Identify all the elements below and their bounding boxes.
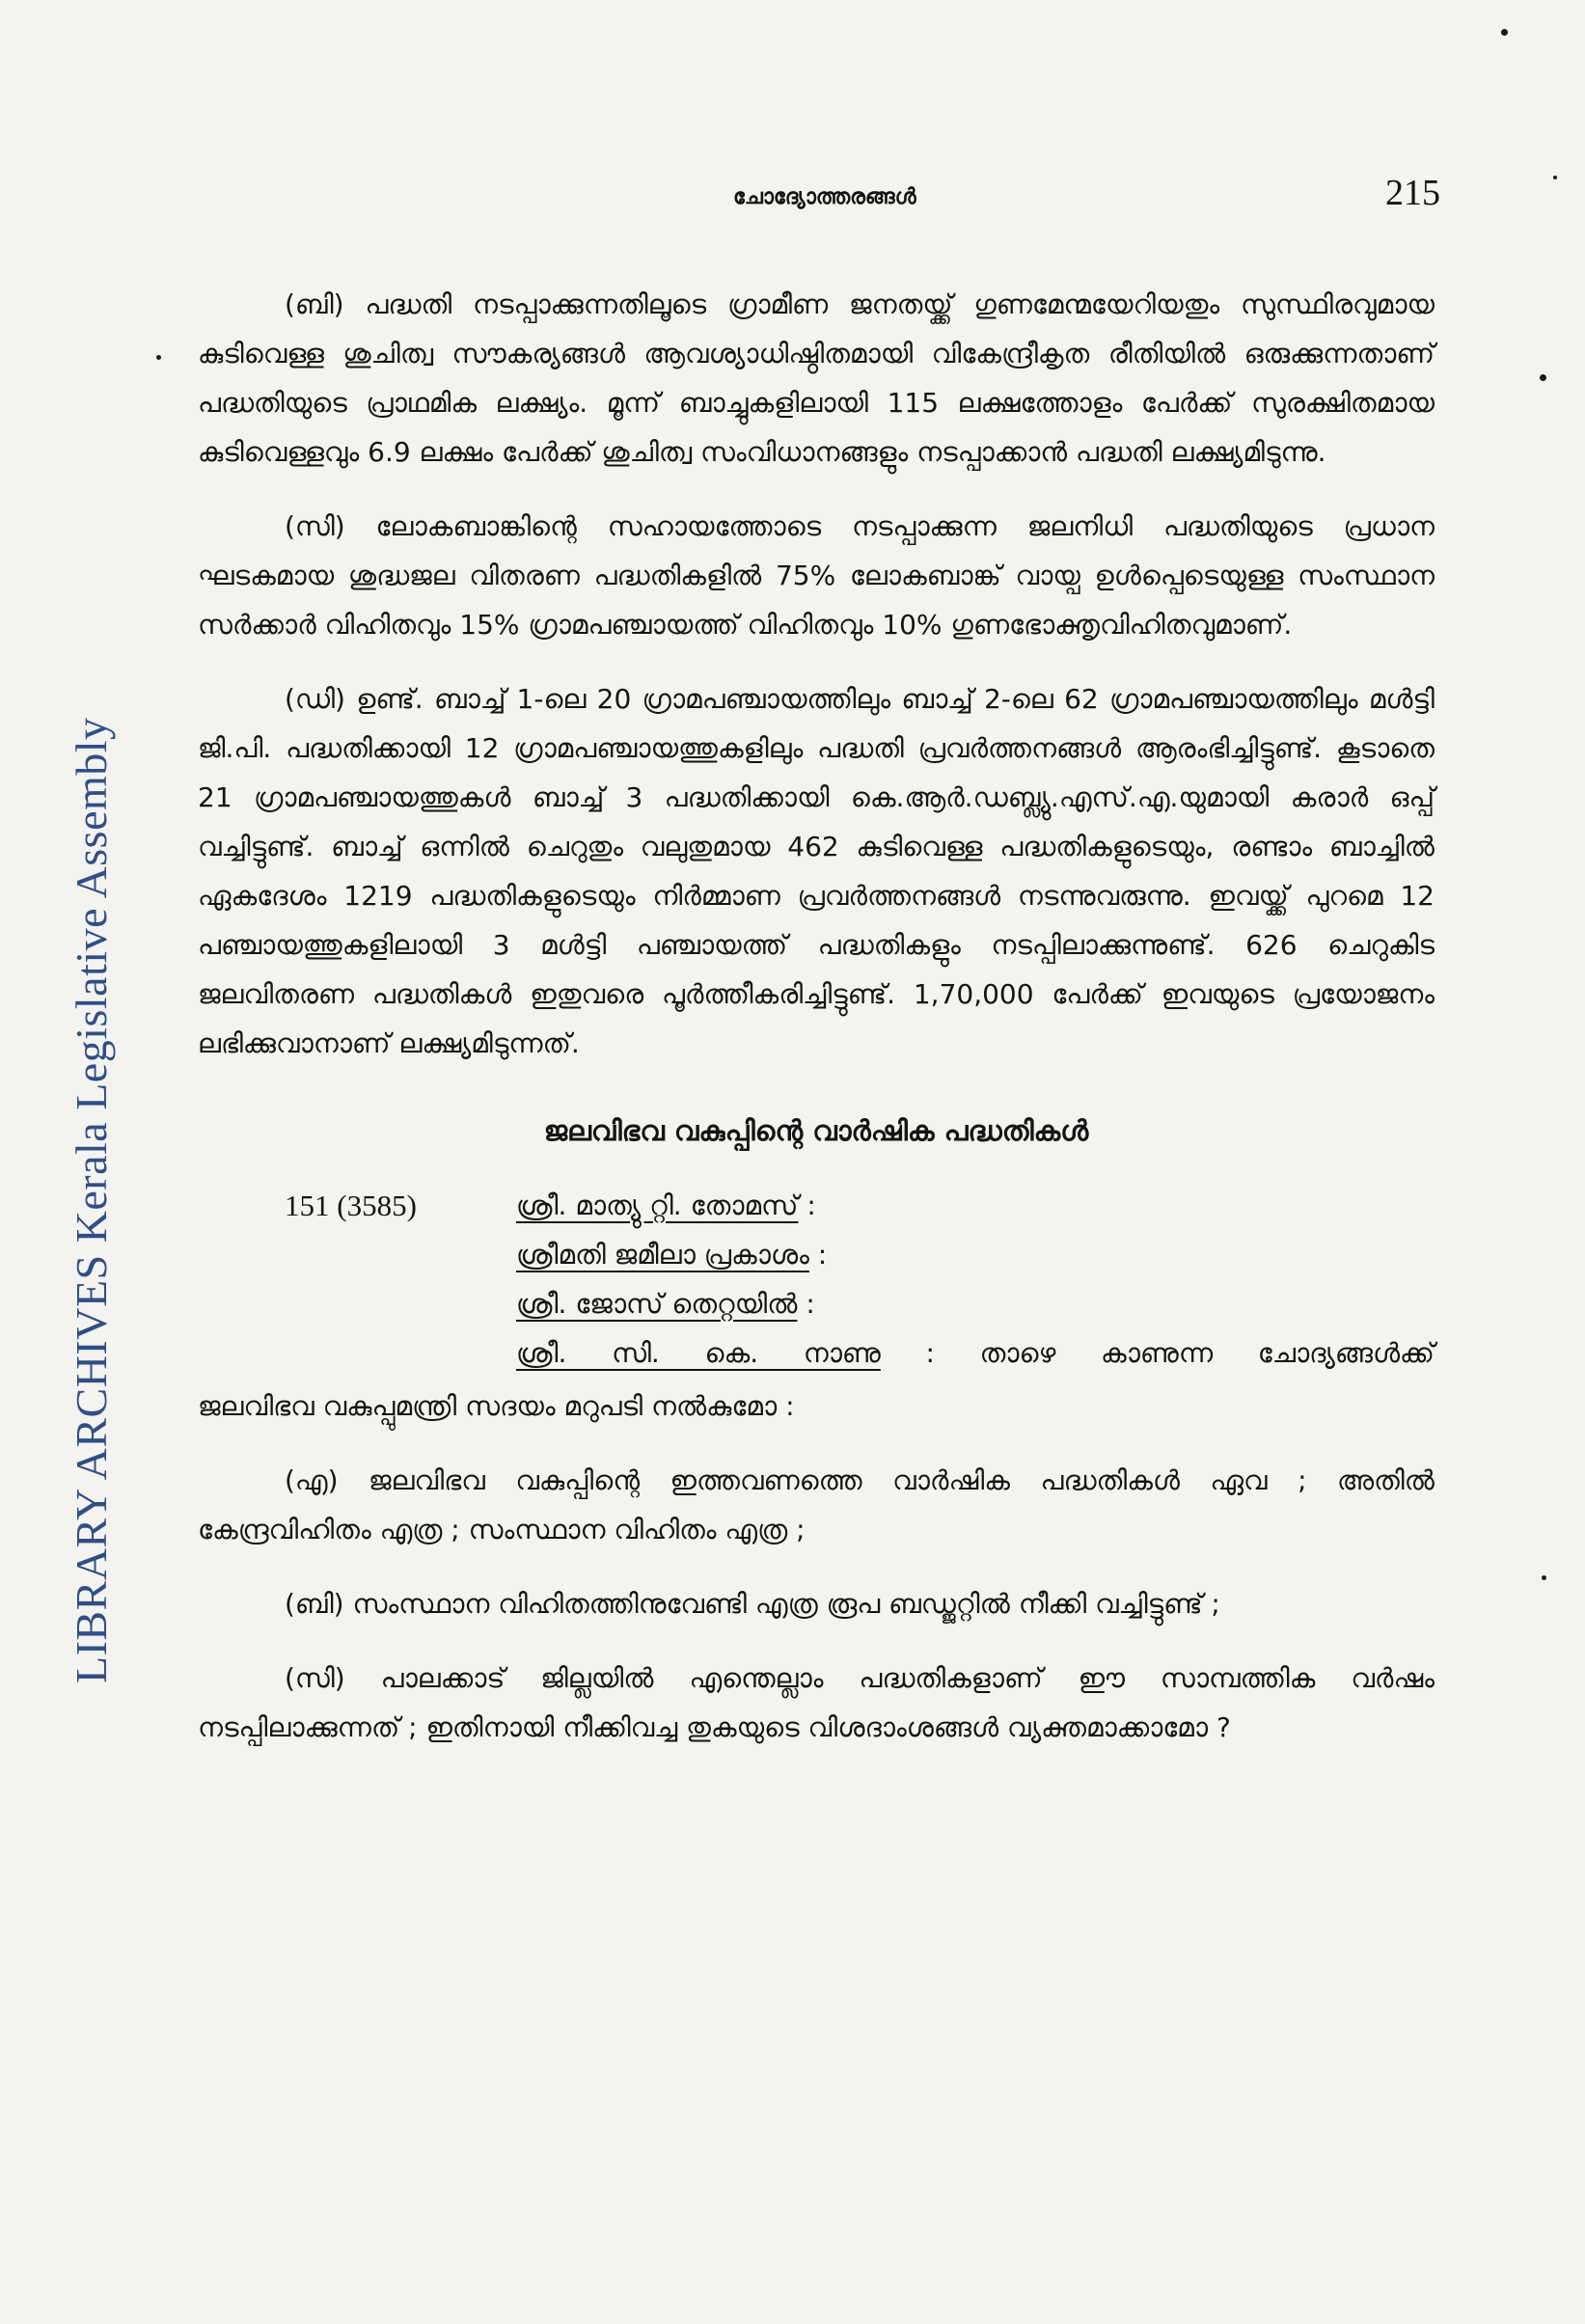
- member-name: ശ്രീമതി ജമീലാ പ്രകാശം: [516, 1239, 809, 1271]
- member-line: [516, 1181, 1435, 1230]
- question-part-b: (ബി) സംസ്ഥാന വിഹിതത്തിനുവേണ്ടി എത്ര രൂപ ബഡ്ജറ്റിൽ നീക്കി വച്ചിട്ടുണ്ട് ;: [285, 1588, 1220, 1620]
- member-line: [516, 1230, 1435, 1279]
- question-prompt-continuation: ജലവിഭവ വകുപ്പുമന്ത്രി സദയം മറുപടി നൽകുമോ :: [198, 1390, 795, 1422]
- archive-watermark: LIBRARY ARCHIVES Kerala Legislative Assembly: [67, 717, 116, 1683]
- scan-speck: [1542, 1575, 1546, 1580]
- member-line: [516, 1279, 1435, 1328]
- page-number: 215: [1385, 173, 1440, 213]
- answer-paragraph-b: (ബി) പദ്ധതി നടപ്പാക്കുന്നതിലൂടെ ഗ്രാമീണ ജനതയ്ക്ക് ഗുണമേന്മയേറിയതും സുസ്ഥിരവുമായ കുടിവെള്ള ശുചിത്വ സൗകര്യങ്ങൾ ആവശ്യാധിഷ്ഠിതമായി വികേന്ദ്രീകൃത രീതിയിൽ ഒരുക്കുന്നതാണ് പദ്ധതിയുടെ പ്രാഥമിക ലക്ഷ്യം. മൂന്ന് ബാച്ചുകളിലായി 115 ലക്ഷത്തോളം പേർക്ക് സുരക്ഷിതമായ കുടിവെള്ളവും 6.9 ലക്ഷം പേർക്ക് ശുചിത്വ സംവിധാനങ്ങളും നടപ്പാക്കാൻ പദ്ധതി ലക്ഷ്യമിടുന്നു.: [198, 288, 1435, 468]
- page-content: [198, 280, 1435, 1777]
- member-list: [516, 1181, 1435, 1328]
- member-separator: :: [806, 1288, 815, 1320]
- section-heading: ജലവിഭവ വകുപ്പിന്റെ വാർഷിക പദ്ധതികൾ: [543, 1114, 1089, 1147]
- scan-speck: [156, 355, 161, 360]
- question-number: 151 (3585): [285, 1189, 417, 1222]
- member-separator: :: [806, 1189, 816, 1221]
- answer-paragraph-d: (ഡി) ഉണ്ട്. ബാച്ച് 1-ലെ 20 ഗ്രാമപഞ്ചായത്തിലും ബാച്ച് 2-ലെ 62 ഗ്രാമപഞ്ചായത്തിലും മൾട്ടി ജി.പി. പദ്ധതിക്കായി 12 ഗ്രാമപഞ്ചായത്തുകളിലും പദ്ധതി പ്രവർത്തനങ്ങൾ ആരംഭിച്ചിട്ടുണ്ട്. കൂടാതെ 21 ഗ്രാമപഞ്ചായത്തുകൾ ബാച്ച് 3 പദ്ധതിക്കായി കെ.ആർ.ഡബ്ല്യു.എസ്.എ.യുമായി കരാർ ഒപ്പ് വച്ചിട്ടുണ്ട്. ബാച്ച് ഒന്നിൽ ചെറുതും വലുതുമായ 462 കുടിവെള്ള പദ്ധതികളുടെയും, രണ്ടാം ബാച്ചിൽ ഏകദേശം 1219 പദ്ധതികളുടെയും നിർമ്മാണ പ്രവർത്തനങ്ങൾ നടന്നുവരുന്നു. ഇവയ്ക്ക് പുറമെ 12 പഞ്ചായത്തുകളിലായി 3 മൾട്ടി പഞ്ചായത്ത് പദ്ധതികളും നടപ്പിലാക്കുന്നുണ്ട്. 626 ചെറുകിട ജലവിതരണ പദ്ധതികൾ ഇതുവരെ പൂർത്തീകരിച്ചിട്ടുണ്ട്. 1,70,000 പേർക്ക് ഇവയുടെ പ്രയോജനം ലഭിക്കുവാനാണ് ലക്ഷ്യമിടുന്നത്.: [198, 683, 1435, 1059]
- question-block: [198, 1181, 1435, 1378]
- scan-speck: [1540, 374, 1546, 381]
- page-header: [733, 172, 1440, 226]
- question-prompt-tail: : താഴെ കാണുന്ന ചോദ്യങ്ങൾക്ക്: [925, 1337, 1435, 1369]
- running-title: ചോദ്യോത്തരങ്ങൾ: [733, 185, 916, 209]
- last-member-line: [516, 1328, 1435, 1378]
- question-part-c: (സി) പാലക്കാട് ജില്ലയിൽ എന്തെല്ലാം പദ്ധതികളാണ് ഈ സാമ്പത്തിക വർഷം നടപ്പിലാക്കുന്നത് ; ഇതിനായി നീക്കിവച്ച തുകയുടെ വിശദാംശങ്ങൾ വ്യക്തമാക്കാമോ ?: [198, 1662, 1435, 1743]
- member-name: ശ്രീ. ജോസ് തെറ്റയിൽ: [516, 1288, 798, 1320]
- member-separator: :: [817, 1239, 828, 1271]
- scan-speck: [1553, 176, 1557, 179]
- answer-paragraph-c: (സി) ലോകബാങ്കിന്റെ സഹായത്തോടെ നടപ്പാക്കുന്ന ജലനിധി പദ്ധതിയുടെ പ്രധാന ഘടകമായ ശുദ്ധജല വിതരണ പദ്ധതികളിൽ 75% ലോകബാങ്ക് വായ്പ ഉൾപ്പെടെയുള്ള സംസ്ഥാന സർക്കാർ വിഹിതവും 15% ഗ്രാമപഞ്ചായത്ത് വിഹിതവും 10% ഗുണഭോക്തൃവിഹിതവുമാണ്.: [198, 510, 1435, 641]
- scan-speck: [1501, 29, 1508, 36]
- question-part-a: (എ) ജലവിഭവ വകുപ്പിന്റെ ഇത്തവണത്തെ വാർഷിക പദ്ധതികൾ ഏവ ; അതിൽ കേന്ദ്രവിഹിതം എത്ര ; സംസ്ഥാന വിഹിതം എത്ര ;: [198, 1464, 1435, 1545]
- member-name: ശ്രീ. സി. കെ. നാണു: [516, 1337, 881, 1369]
- member-name: ശ്രീ. മാത്യു റ്റി. തോമസ്: [516, 1189, 799, 1221]
